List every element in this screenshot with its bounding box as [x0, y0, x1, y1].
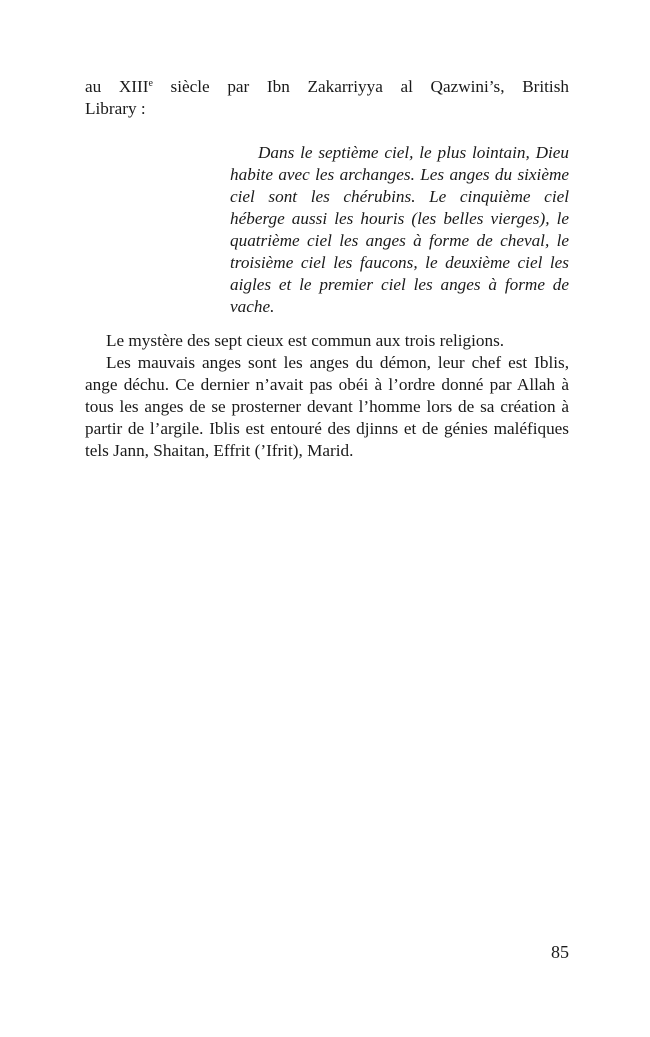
block-quote [230, 142, 569, 318]
intro-paragraph [85, 76, 569, 120]
page-number: 85 [551, 942, 569, 962]
intro-line-2: Library : [85, 99, 146, 118]
paragraph-bad-angels: Les mauvais anges sont les anges du démon, leur chef est Iblis, ange déchu. Ce dernier n’avait pas obéi à l’ordre donné par Allah à tous les anges de se prosterner devant l’homme lors de sa création à partir de l’argile. Iblis est entouré des djinns et de génies maléfiques tels Jann, Shaitan, Effrit (’Ifrit), Marid. [85, 353, 569, 460]
century-superscript: e [148, 78, 153, 89]
intro-rest: siècle par Ibn Zakarriyya al Qazwini’s, British [152, 77, 569, 96]
paragraph-seven-heavens: Le mystère des sept cieux est commun aux trois religions. [106, 331, 505, 350]
intro-line-1 [85, 76, 569, 98]
intro-prefix: au XIII [85, 77, 149, 96]
main-text [85, 330, 569, 462]
quote-text: Dans le septième ciel, le plus lointain, Dieu habite avec les archanges. Les anges du sixième ciel sont les chérubins. Le cinquième ciel héberge aussi les houris (les belles vierges), le quatrième ciel les anges à forme de cheval, le troisième ciel les faucons, le deuxième ciel les aigles et le premier ciel les anges à forme de vache. [230, 143, 569, 316]
